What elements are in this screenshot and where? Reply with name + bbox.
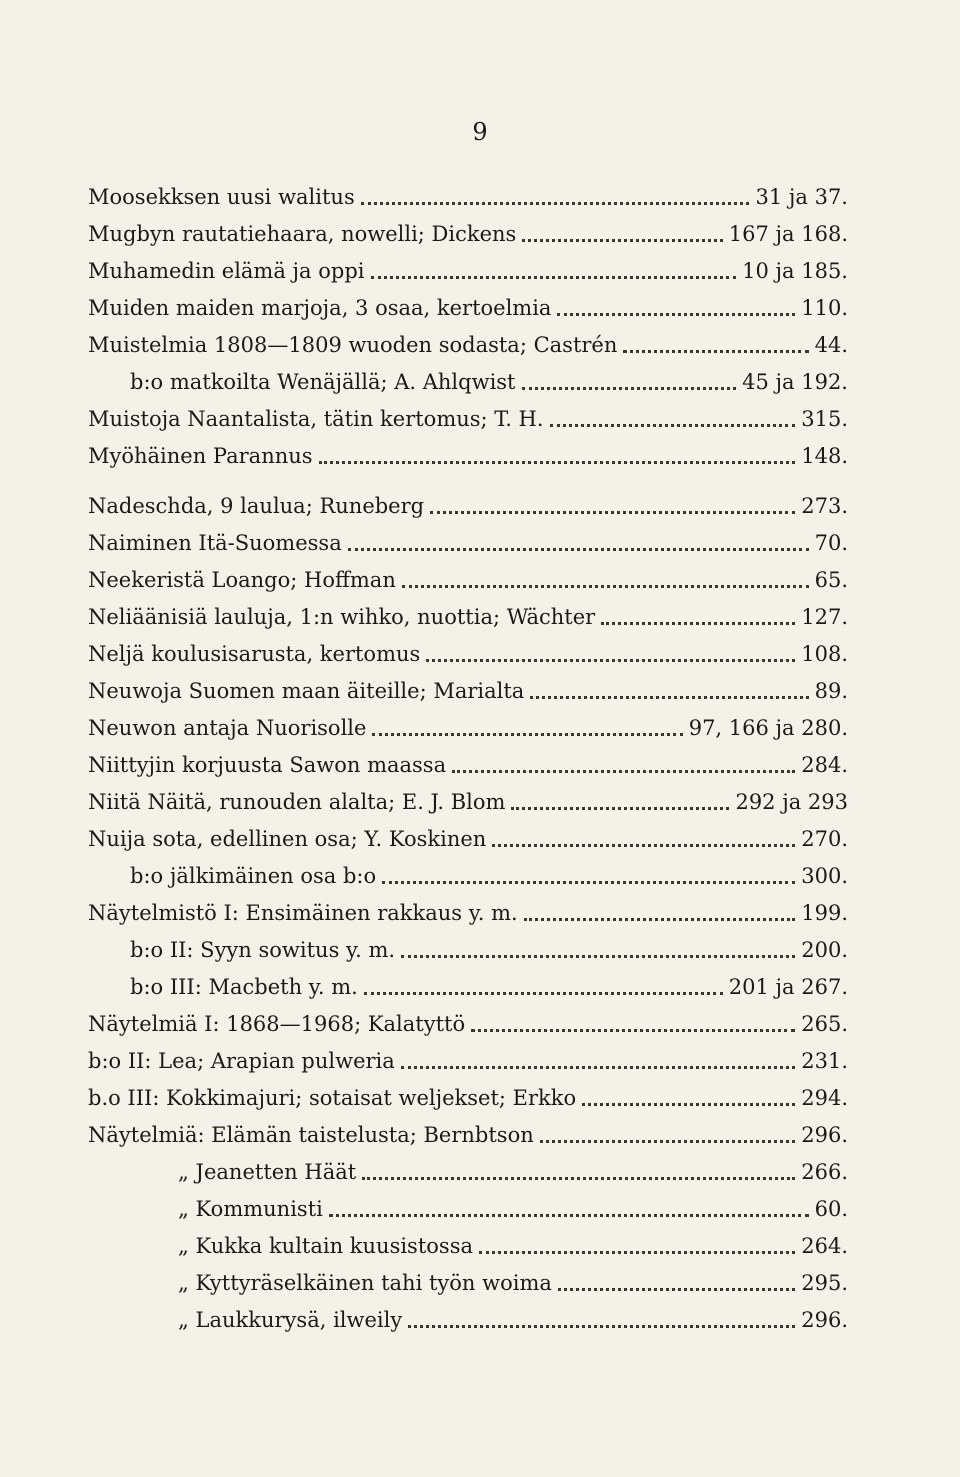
entry-title: Naiminen Itä-Suomessa (88, 530, 342, 555)
index-entry (88, 1153, 848, 1190)
entry-title: b:o II: Lea; Arapian pulweria (88, 1048, 395, 1073)
entry-title: Muhamedin elämä ja oppi (88, 258, 365, 283)
index-entry (88, 1116, 848, 1153)
entry-pages: 273. (801, 493, 848, 518)
index-entry (88, 524, 848, 561)
index-entry (88, 1079, 848, 1116)
page-number: 9 (472, 118, 488, 146)
entry-title: Näytelmiä I: 1868—1968; Kalatyttö (88, 1011, 466, 1036)
entry-pages: 295. (801, 1270, 848, 1295)
index-entry (88, 672, 848, 709)
entry-pages: 31 ja 37. (755, 184, 848, 209)
leader-dots (364, 991, 723, 995)
entry-pages: 10 ja 185. (742, 258, 848, 283)
entry-title: Moosekksen uusi walitus (88, 184, 355, 209)
leader-dots (329, 1213, 809, 1217)
entry-title: Nadeschda, 9 laulua; Runeberg (88, 493, 425, 518)
entry-title: Neuwoja Suomen maan äiteille; Marialta (88, 678, 525, 703)
index-list (88, 178, 848, 1338)
entry-pages: 270. (801, 826, 848, 851)
entry-title: Neekeristä Loango; Hoffman (88, 567, 396, 592)
leader-dots (452, 769, 795, 773)
index-entry (88, 1301, 848, 1338)
entry-title: b:o jälkimäinen osa b:o (130, 863, 377, 888)
entry-title: Näytelmistö I: Ensimäinen rakkaus y. m. (88, 900, 518, 925)
index-entry (88, 931, 848, 968)
entry-title: Muistelmia 1808—1809 wuoden sodasta; Castrén (88, 332, 618, 357)
index-entry (88, 1190, 848, 1227)
leader-dots (582, 1102, 795, 1106)
entry-pages: 284. (801, 752, 848, 777)
leader-dots (362, 1176, 795, 1180)
index-entry (88, 709, 848, 746)
leader-dots (522, 238, 722, 242)
entry-title: Myöhäinen Parannus (88, 443, 313, 468)
leader-dots (408, 1324, 795, 1328)
index-entry (88, 857, 848, 894)
entry-pages: 108. (801, 641, 848, 666)
leader-dots (430, 510, 795, 514)
leader-dots (348, 547, 809, 551)
index-entry (88, 437, 848, 474)
index-entry (88, 178, 848, 215)
entry-pages: 199. (801, 900, 848, 925)
index-entry (88, 820, 848, 857)
entry-pages: 231. (801, 1048, 848, 1073)
index-entry (88, 1264, 848, 1301)
entry-title: Neuwon antaja Nuorisolle (88, 715, 367, 740)
entry-pages: 110. (801, 295, 848, 320)
index-entry (88, 326, 848, 363)
entry-pages: 167 ja 168. (728, 221, 848, 246)
entry-pages: 296. (801, 1122, 848, 1147)
leader-dots (319, 460, 796, 464)
index-entry (88, 746, 848, 783)
entry-title: Muistoja Naantalista, tätin kertomus; T. H. (88, 406, 544, 431)
index-entry (88, 635, 848, 672)
leader-dots (426, 658, 795, 662)
leader-dots (530, 695, 808, 699)
index-entry (88, 1042, 848, 1079)
leader-dots (524, 917, 796, 921)
entry-pages: 292 ja 293 (735, 789, 848, 814)
leader-dots (371, 275, 737, 279)
entry-title: „ Kommunisti (178, 1196, 323, 1221)
index-entry (88, 487, 848, 524)
index-entry (88, 363, 848, 400)
entry-pages: 44. (814, 332, 848, 357)
index-entry (88, 894, 848, 931)
entry-pages: 60. (814, 1196, 848, 1221)
entry-pages: 266. (801, 1159, 848, 1184)
leader-dots (401, 1065, 795, 1069)
entry-title: Nuija sota, edellinen osa; Y. Koskinen (88, 826, 487, 851)
leader-dots (550, 423, 796, 427)
leader-dots (402, 584, 809, 588)
entry-pages: 200. (801, 937, 848, 962)
entry-pages: 65. (814, 567, 848, 592)
leader-dots (372, 732, 682, 736)
index-entry (88, 968, 848, 1005)
leader-dots (382, 880, 795, 884)
leader-dots (557, 312, 795, 316)
entry-title: Muiden maiden marjoja, 3 osaa, kertoelmia (88, 295, 552, 320)
index-entry (88, 598, 848, 635)
entry-title: „ Kukka kultain kuusistossa (178, 1233, 473, 1258)
entry-title: b.o III: Kokkimajuri; sotaisat weljekset; Erkko (88, 1085, 577, 1110)
entry-title: b:o III: Macbeth y. m. (130, 974, 358, 999)
entry-title: „ Kyttyräselkäinen tahi työn woima (178, 1270, 552, 1295)
entry-title: „ Jeanetten Häät (178, 1159, 357, 1184)
entry-pages: 264. (801, 1233, 848, 1258)
entry-pages: 70. (814, 530, 848, 555)
leader-dots (601, 621, 795, 625)
entry-title: b:o matkoilta Wenäjällä; A. Ahlqwist (130, 369, 516, 394)
entry-pages: 97, 166 ja 280. (688, 715, 848, 740)
entry-pages: 296. (801, 1307, 848, 1332)
entry-title: Mugbyn rautatiehaara, nowelli; Dickens (88, 221, 517, 246)
leader-dots (511, 806, 729, 810)
entry-pages: 45 ja 192. (742, 369, 848, 394)
entry-pages: 148. (801, 443, 848, 468)
leader-dots (479, 1250, 795, 1254)
entry-title: b:o II: Syyn sowitus y. m. (130, 937, 396, 962)
index-entry (88, 561, 848, 598)
index-entry (88, 252, 848, 289)
index-entry (88, 215, 848, 252)
entry-pages: 89. (814, 678, 848, 703)
leader-dots (471, 1028, 795, 1032)
leader-dots (623, 349, 808, 353)
entry-pages: 294. (801, 1085, 848, 1110)
entry-title: „ Laukkurysä, ilweily (178, 1307, 403, 1332)
entry-title: Näytelmiä: Elämän taistelusta; Bernbtson (88, 1122, 534, 1147)
entry-title: Niittyjin korjuusta Sawon maassa (88, 752, 447, 777)
entry-pages: 265. (801, 1011, 848, 1036)
entry-pages: 201 ja 267. (728, 974, 848, 999)
entry-pages: 127. (801, 604, 848, 629)
leader-dots (361, 201, 750, 205)
entry-title: Neljä koulusisarusta, kertomus (88, 641, 421, 666)
entry-title: Niitä Näitä, runouden alalta; E. J. Blom (88, 789, 506, 814)
index-entry (88, 400, 848, 437)
leader-dots (401, 954, 795, 958)
leader-dots (492, 843, 795, 847)
leader-dots (522, 386, 737, 390)
entry-pages: 315. (801, 406, 848, 431)
index-entry (88, 1227, 848, 1264)
leader-dots (558, 1287, 795, 1291)
index-entry (88, 1005, 848, 1042)
entry-title: Neliäänisiä lauluja, 1:n wihko, nuottia; Wächter (88, 604, 596, 629)
index-entry (88, 289, 848, 326)
leader-dots (540, 1139, 795, 1143)
index-entry (88, 783, 848, 820)
entry-pages: 300. (801, 863, 848, 888)
